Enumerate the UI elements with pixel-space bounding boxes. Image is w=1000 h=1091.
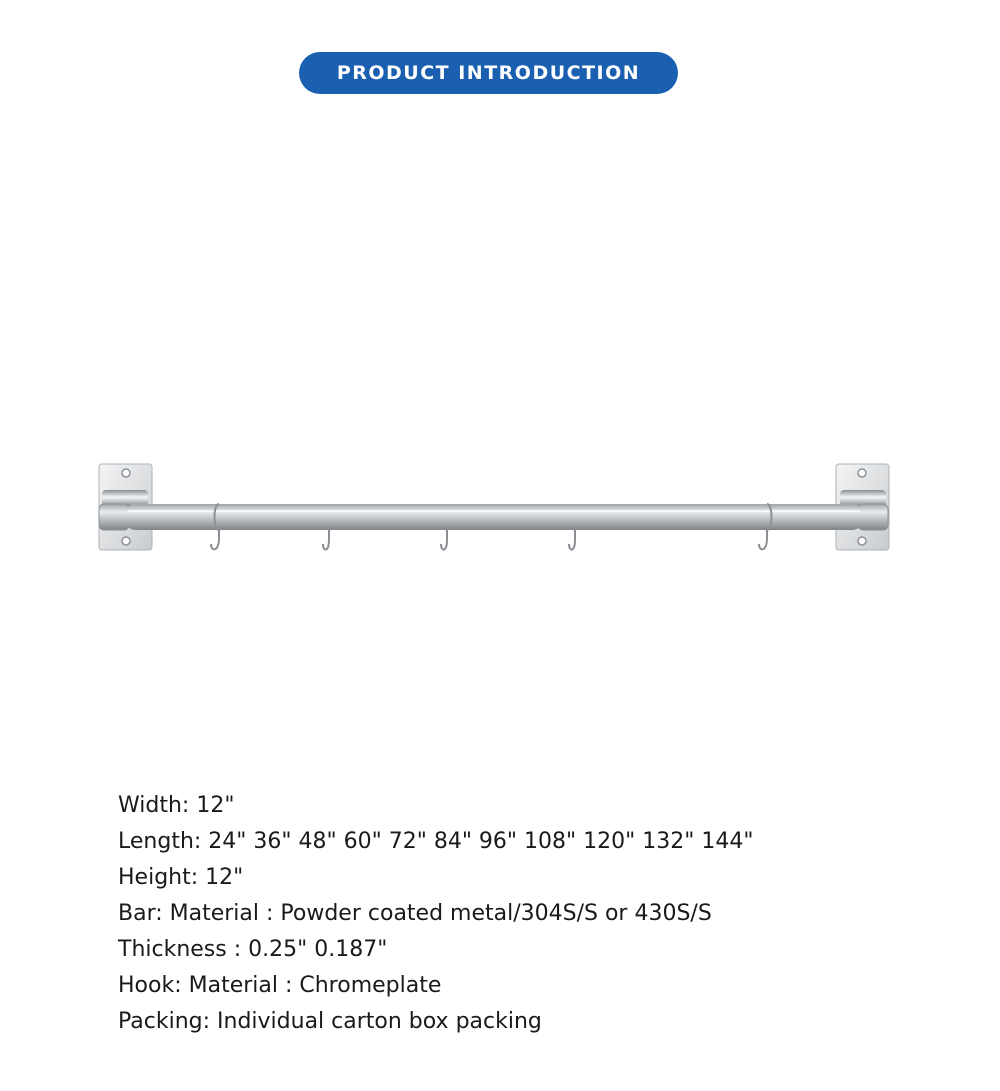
- pot-rack-image: [0, 440, 1000, 580]
- s-hook-3: [441, 528, 447, 550]
- rack-bar: [124, 504, 864, 530]
- spec-thickness: Thickness : 0.25" 0.187": [118, 937, 388, 962]
- section-title-badge: PRODUCT INTRODUCTION: [299, 52, 678, 94]
- spec-packing: Packing: Individual carton box packing: [118, 1009, 542, 1034]
- spec-list: [118, 788, 753, 1040]
- spec-hook-material: Hook: Material : Chromeplate: [118, 973, 442, 998]
- spec-width: Width: 12": [118, 793, 235, 818]
- spec-length: Length: 24" 36" 48" 60" 72" 84" 96" 108" 120" 132" 144": [118, 829, 754, 854]
- spec-bar-material: Bar: Material : Powder coated metal/304S/S or 430S/S: [118, 901, 712, 926]
- s-hook-2: [323, 528, 329, 550]
- s-hook-4: [569, 528, 575, 550]
- spec-height: Height: 12": [118, 865, 244, 890]
